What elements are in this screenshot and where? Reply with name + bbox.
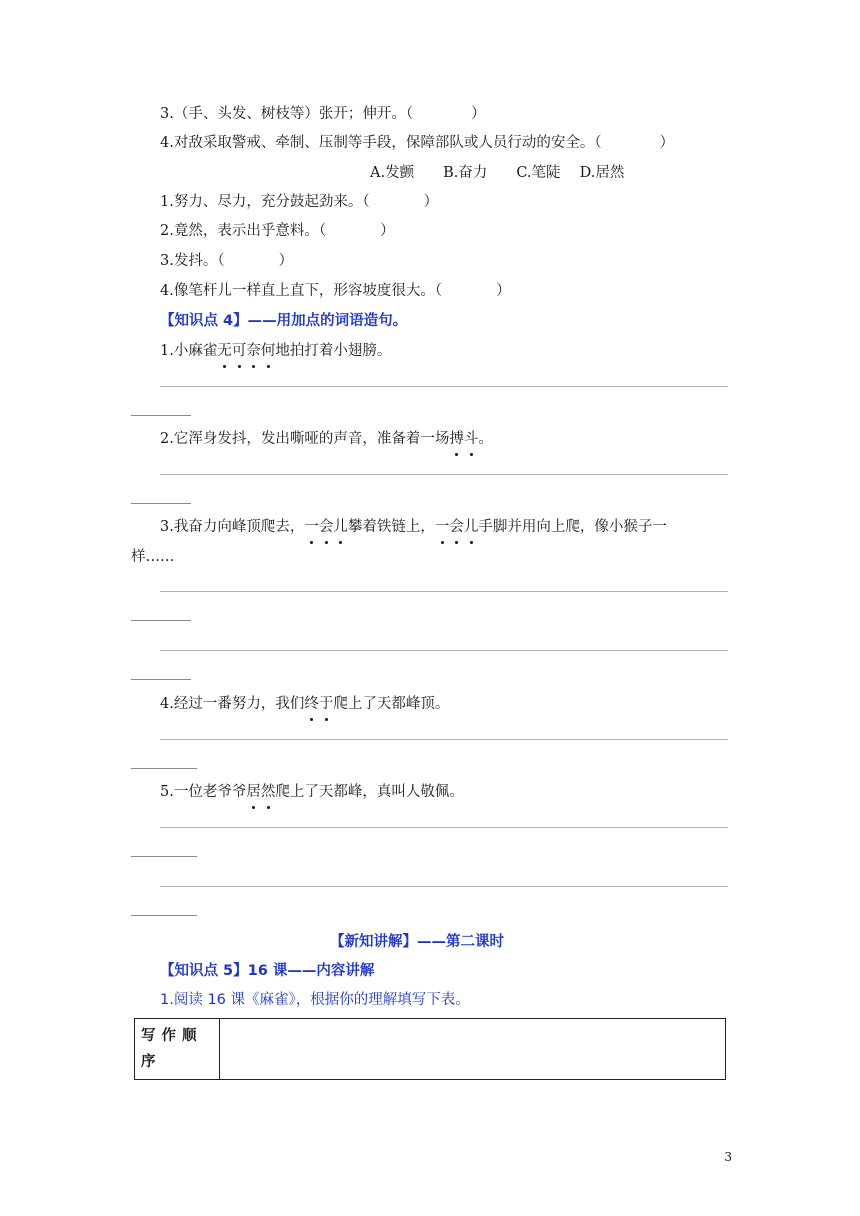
definition-2: 2.竟然，表示出乎意料。（ ） (160, 223, 395, 239)
answer-line[interactable] (160, 739, 728, 740)
definition-4: 4.像笔杆儿一样直上直下，形容坡度很大。（ ） (160, 283, 511, 299)
kp5-heading: 【知识点 5】16 课——内容讲解 (160, 963, 375, 979)
dotted-char: 终 (304, 696, 319, 712)
dotted-char: 儿 (333, 519, 348, 535)
answer-line-continuation[interactable] (131, 856, 197, 857)
table-answer-cell[interactable] (220, 1019, 726, 1080)
sentence-3: 3.我奋力向峰顶爬去，一会儿攀着铁链上，一会儿手脚并用向上爬，像小猴子一 (160, 519, 667, 535)
kp4-heading: 【知识点 4】——用加点的词语造句。 (160, 313, 408, 329)
dotted-char: 奈 (246, 343, 261, 359)
dotted-char: 会 (318, 519, 334, 535)
answer-line-continuation[interactable] (131, 620, 191, 621)
dotted-char: 何 (260, 343, 276, 359)
page-number: 3 (724, 1150, 732, 1164)
dotted-char: 会 (449, 519, 464, 535)
answer-line[interactable] (160, 386, 728, 387)
sentence-4: 4.经过一番努力，我们终于爬上了天都峰顶。 (160, 696, 450, 712)
dotted-char: 斗 (463, 431, 479, 447)
instruction: 1.阅读 16 课《麻雀》，根据你的理解填写下表。 (160, 992, 470, 1008)
question-4: 4.对敌采取警戒、牵制、压制等手段，保障部队或人员行动的安全。（ ） (160, 135, 675, 151)
definition-1: 1.努力、尽力，充分鼓起劲来。（ ） (160, 194, 439, 210)
dotted-char: 可 (231, 343, 247, 359)
sentence-1: 1.小麻雀无可奈何地拍打着小翅膀。 (160, 343, 392, 359)
answer-line-continuation[interactable] (131, 768, 197, 769)
definition-3: 3.发抖。（ ） (160, 253, 294, 269)
sentence-2: 2.它浑身发抖，发出嘶哑的声音，准备着一场搏斗。 (160, 431, 493, 447)
dotted-char: 于 (318, 696, 334, 712)
sentence-3-continued: 样…… (131, 549, 175, 565)
answer-line-continuation[interactable] (131, 503, 191, 504)
dotted-char: 搏 (449, 431, 464, 447)
answer-line[interactable] (160, 827, 728, 828)
dotted-char: 居 (246, 784, 261, 800)
table-label-writing-order: 写作顺序 (135, 1019, 220, 1080)
answer-line-continuation[interactable] (131, 915, 197, 916)
answer-line-continuation[interactable] (131, 415, 191, 416)
answer-line[interactable] (160, 650, 728, 651)
dotted-char: 一 (304, 519, 319, 535)
dotted-char: 无 (217, 343, 232, 359)
question-3: 3.（手、头发、树枝等）张开；伸开。（ ） (160, 106, 486, 122)
options-line: A.发颤 B.奋力 C.笔陡 D.居然 (370, 165, 625, 181)
table-row (135, 1019, 726, 1080)
section-heading: 【新知讲解】——第二课时 (330, 934, 504, 950)
answer-line[interactable] (160, 474, 728, 475)
writing-order-table (134, 1018, 726, 1080)
dotted-char: 一 (434, 519, 450, 535)
dotted-char: 儿 (463, 519, 479, 535)
answer-line-continuation[interactable] (131, 679, 191, 680)
sentence-5: 5.一位老爷爷居然爬上了天都峰，真叫人敬佩。 (160, 784, 464, 800)
dotted-char: 然 (260, 784, 276, 800)
answer-line[interactable] (160, 886, 728, 887)
answer-line[interactable] (160, 591, 728, 592)
